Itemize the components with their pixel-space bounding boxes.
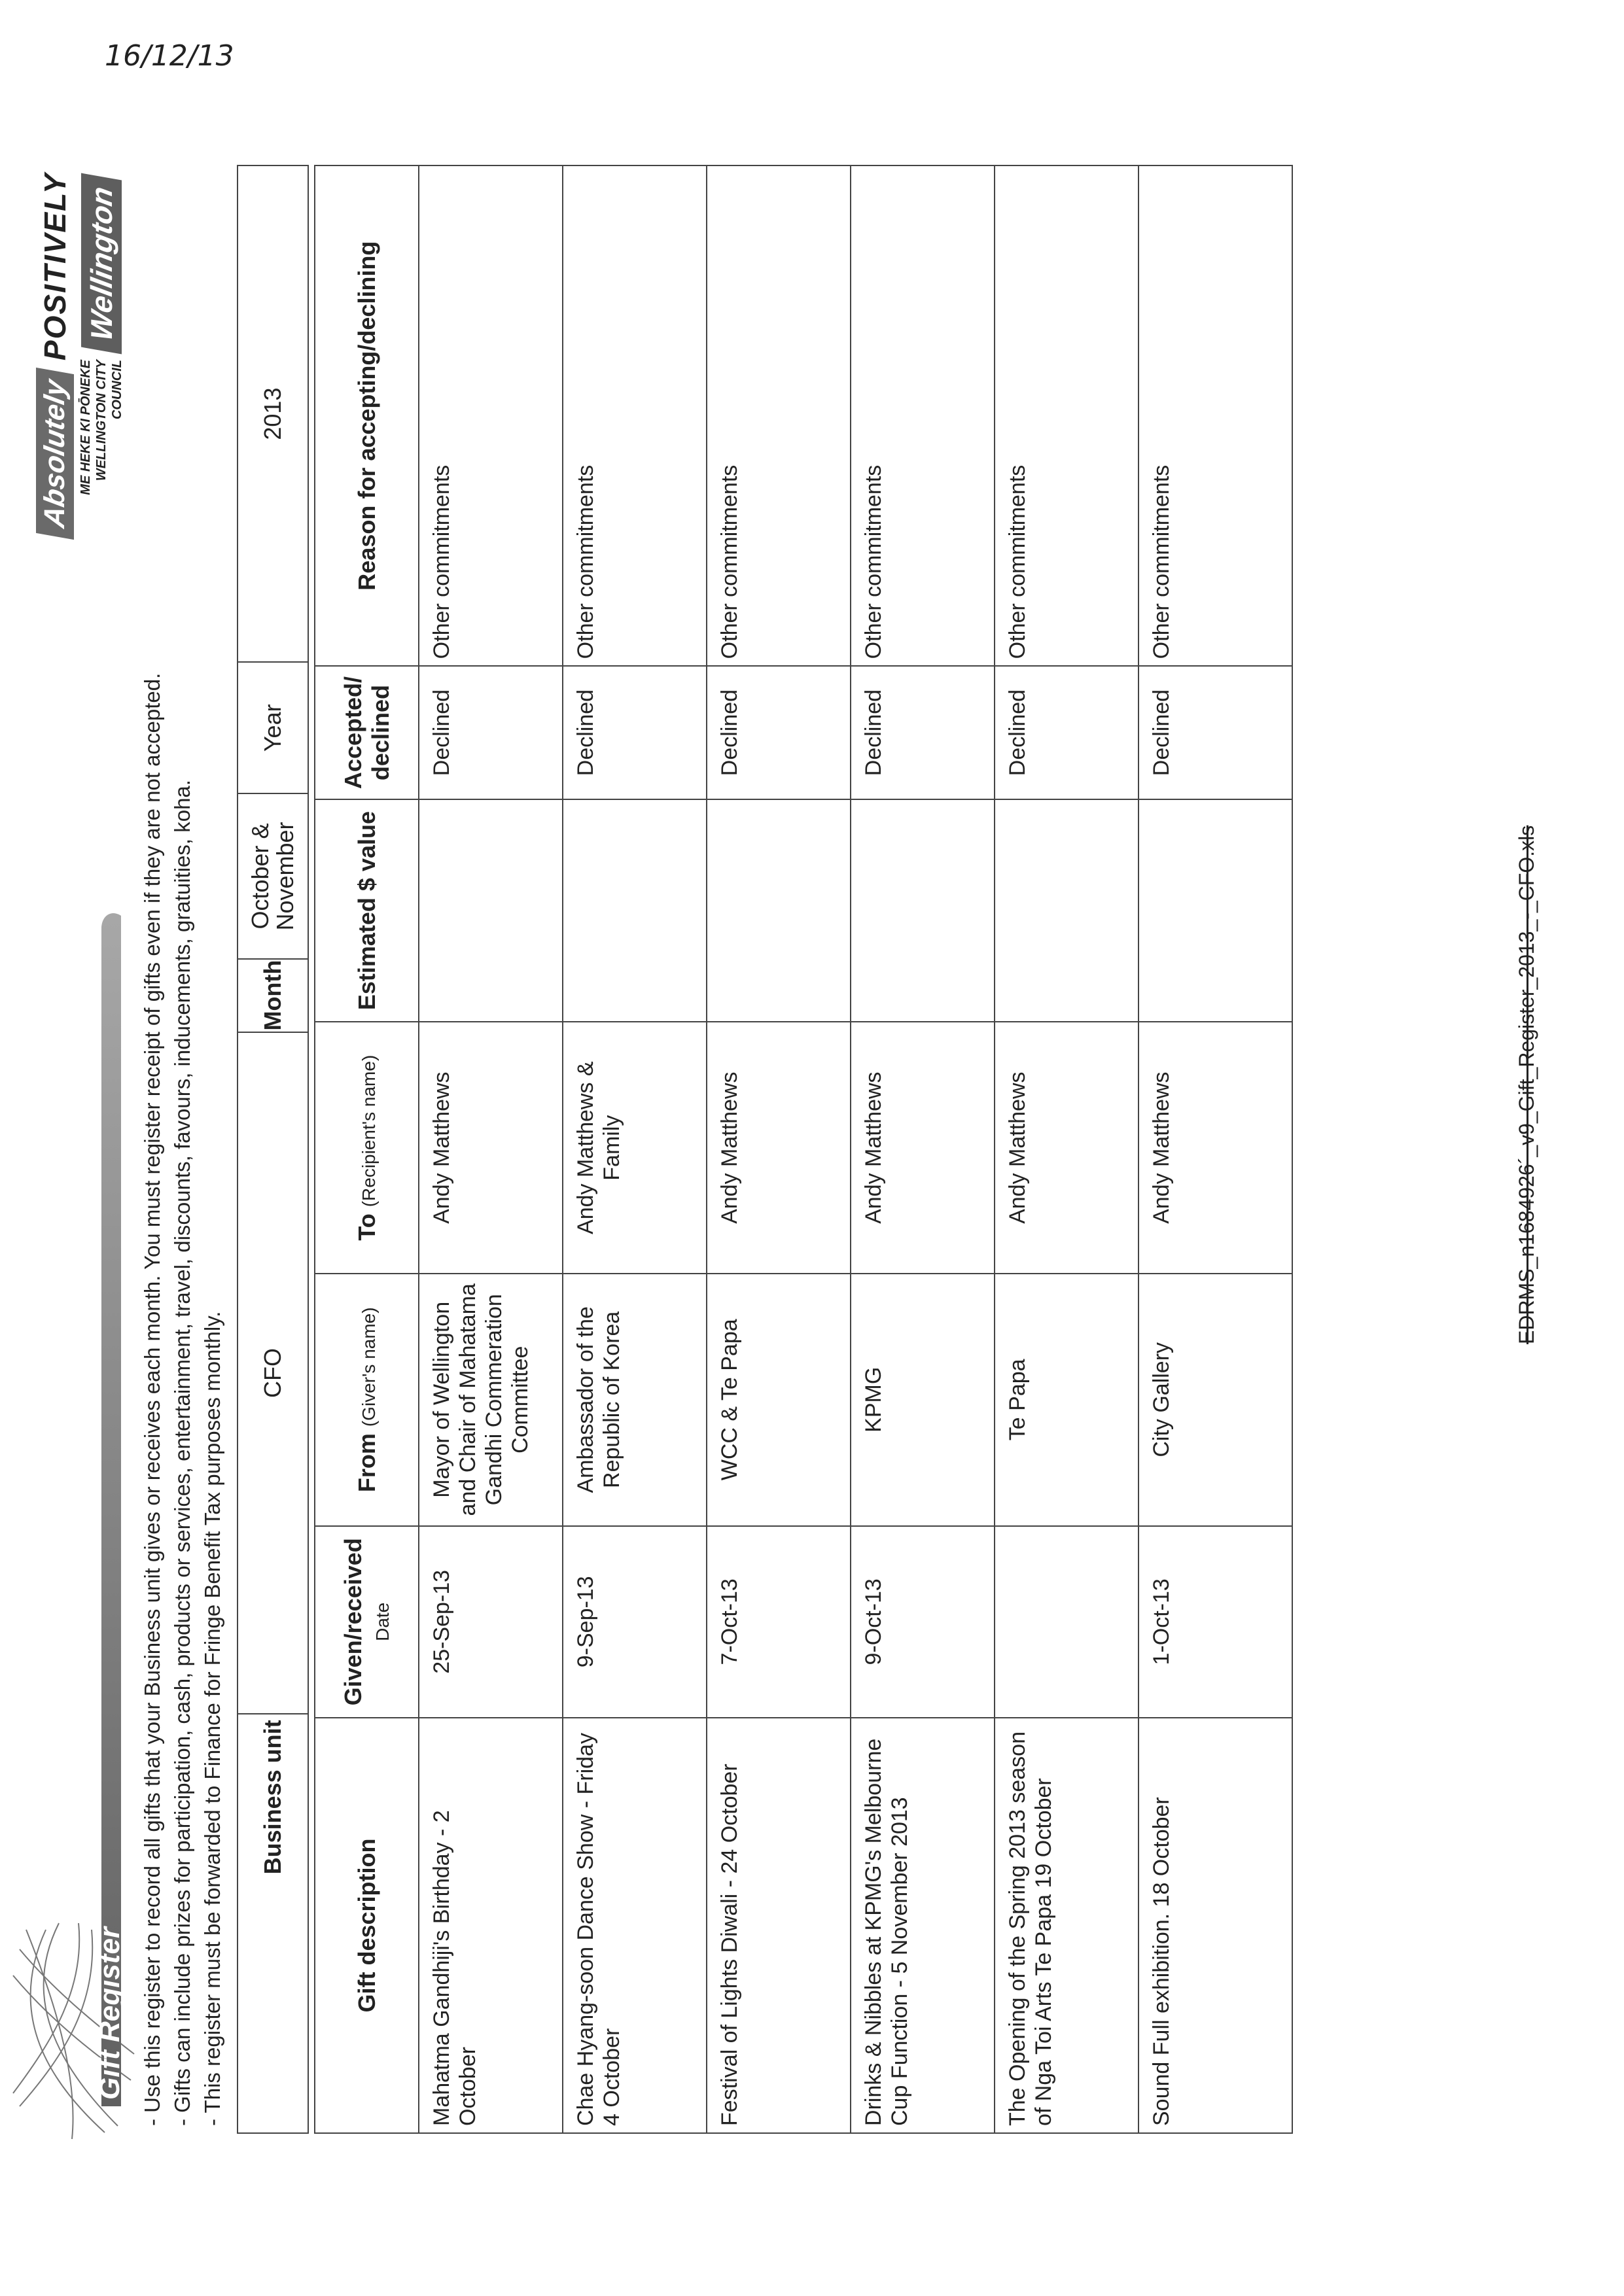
col-header-date-main: Given/received [339,1538,366,1706]
document-reference: EDRMS_n1684926´_v9_Gift_Register_2013_-_CFO.xls [1515,825,1538,1344]
cell-date: 25-Sep-13 [419,1526,563,1718]
cell-value [707,799,851,1022]
cell-reason: Other commitments [995,165,1139,666]
cell-date: 9-Sep-13 [563,1526,707,1718]
col-header-from [315,1274,419,1526]
cell-reason: Other commitments [707,165,851,666]
col-header-from-sub: (Giver's name) [358,1307,379,1427]
col-header-to-sub: (Recipient's name) [358,1054,379,1208]
col-header-to [315,1022,419,1274]
cell-accepted: Declined [563,666,707,799]
col-header-date [315,1526,419,1718]
cell-description: Festival of Lights Diwali - 24 October [707,1718,851,2133]
col-header-reason: Reason for accepting/declining [315,165,419,666]
cell-accepted: Declined [1139,666,1292,799]
cell-description: Drinks & Nibbles at KPMG's Melbourne Cup Function - 5 November 2013 [851,1718,995,2133]
cell-date: 9-Oct-13 [851,1526,995,1718]
cell-from: Mayor of Wellington and Chair of Mahatama Gandhi Commeration Committee [419,1274,563,1526]
col-header-date-sub: Date [372,1602,393,1641]
handwritten-date: 16/12/13 [105,39,234,73]
summary-table [237,165,309,2134]
year-value: 2013 [238,165,308,662]
table-row [419,165,563,2133]
council-logo [36,92,134,536]
logo-subtitle [78,360,125,536]
page-title: Gift Register [94,1926,126,2100]
month-label: Month [238,959,308,1032]
cell-to: Andy Matthews [1139,1022,1292,1274]
cell-from: WCC & Te Papa [707,1274,851,1526]
cell-to: Andy Matthews [419,1022,563,1274]
month-value: October & November [238,793,308,958]
cell-accepted: Declined [851,666,995,799]
cell-value [419,799,563,1022]
cell-description: Mahatma Gandhiji's Birthday - 2 October [419,1718,563,2133]
table-row [563,165,707,2133]
table-row [995,165,1139,2133]
logo-absolutely: Absolutely [36,368,74,540]
cell-description: Chae Hyang-soon Dance Show - Friday 4 October [563,1718,707,2133]
logo-maori-text: ME HEKE KI PŌNEKE [79,360,93,495]
col-header-to-main: To [353,1213,380,1241]
cell-to: Andy Matthews [851,1022,995,1274]
cell-from: Ambassador of the Republic of Korea [563,1274,707,1526]
cell-to: Andy Matthews [995,1022,1139,1274]
col-header-accepted: Accepted/ declined [315,666,419,799]
cell-description: Sound Full exhibition. 18 October [1139,1718,1292,2133]
logo-positively: POSITIVELY [38,172,72,361]
cell-from: City Gallery [1139,1274,1292,1526]
cell-reason: Other commitments [419,165,563,666]
business-unit-value: CFO [238,1032,308,1714]
cell-reason: Other commitments [563,165,707,666]
table-row [851,165,995,2133]
cell-reason: Other commitments [1139,165,1292,666]
cell-value [995,799,1139,1022]
header-banner [7,903,137,2146]
cell-accepted: Declined [419,666,563,799]
cell-to: Andy Matthews [707,1022,851,1274]
table-row [1139,165,1292,2133]
cell-accepted: Declined [707,666,851,799]
instructions [137,673,228,2126]
instruction-line: - Gifts can include prizes for participation, cash, products or services, entertainment, travel, discounts, favours, inducements, gratuities, koha. [170,780,194,2126]
cell-reason: Other commitments [851,165,995,666]
cell-from: Te Papa [995,1274,1139,1526]
logo-wellington: Wellington [81,173,122,354]
instruction-line: - Use this register to record all gifts that your Business unit gives or receives each month. You must register receipt of gifts even if they are not accepted. [140,672,164,2126]
cell-value [563,799,707,1022]
col-header-description: Gift description [315,1718,419,2133]
year-label: Year [238,662,308,793]
business-unit-label: Business unit [238,1714,308,2133]
instruction-line: - This register must be forwarded to Finance for Fringe Benefit Tax purposes monthly. [200,1311,224,2126]
cell-date: 7-Oct-13 [707,1526,851,1718]
cell-value [1139,799,1292,1022]
table-row [707,165,851,2133]
gift-register-table [314,165,1293,2134]
cell-description: The Opening of the Spring 2013 season of Nga Toi Arts Te Papa 19 October [995,1718,1139,2133]
col-header-from-main: From [353,1433,380,1493]
cell-from: KPMG [851,1274,995,1526]
col-header-value: Estimated $ value [315,799,419,1022]
cell-value [851,799,995,1022]
logo-council-text: WELLINGTON CITY COUNCIL [94,360,124,481]
table-header-row [315,165,419,2133]
cell-date: 1-Oct-13 [1139,1526,1292,1718]
cell-accepted: Declined [995,666,1139,799]
cell-to: Andy Matthews & Family [563,1022,707,1274]
cell-date [995,1526,1139,1718]
